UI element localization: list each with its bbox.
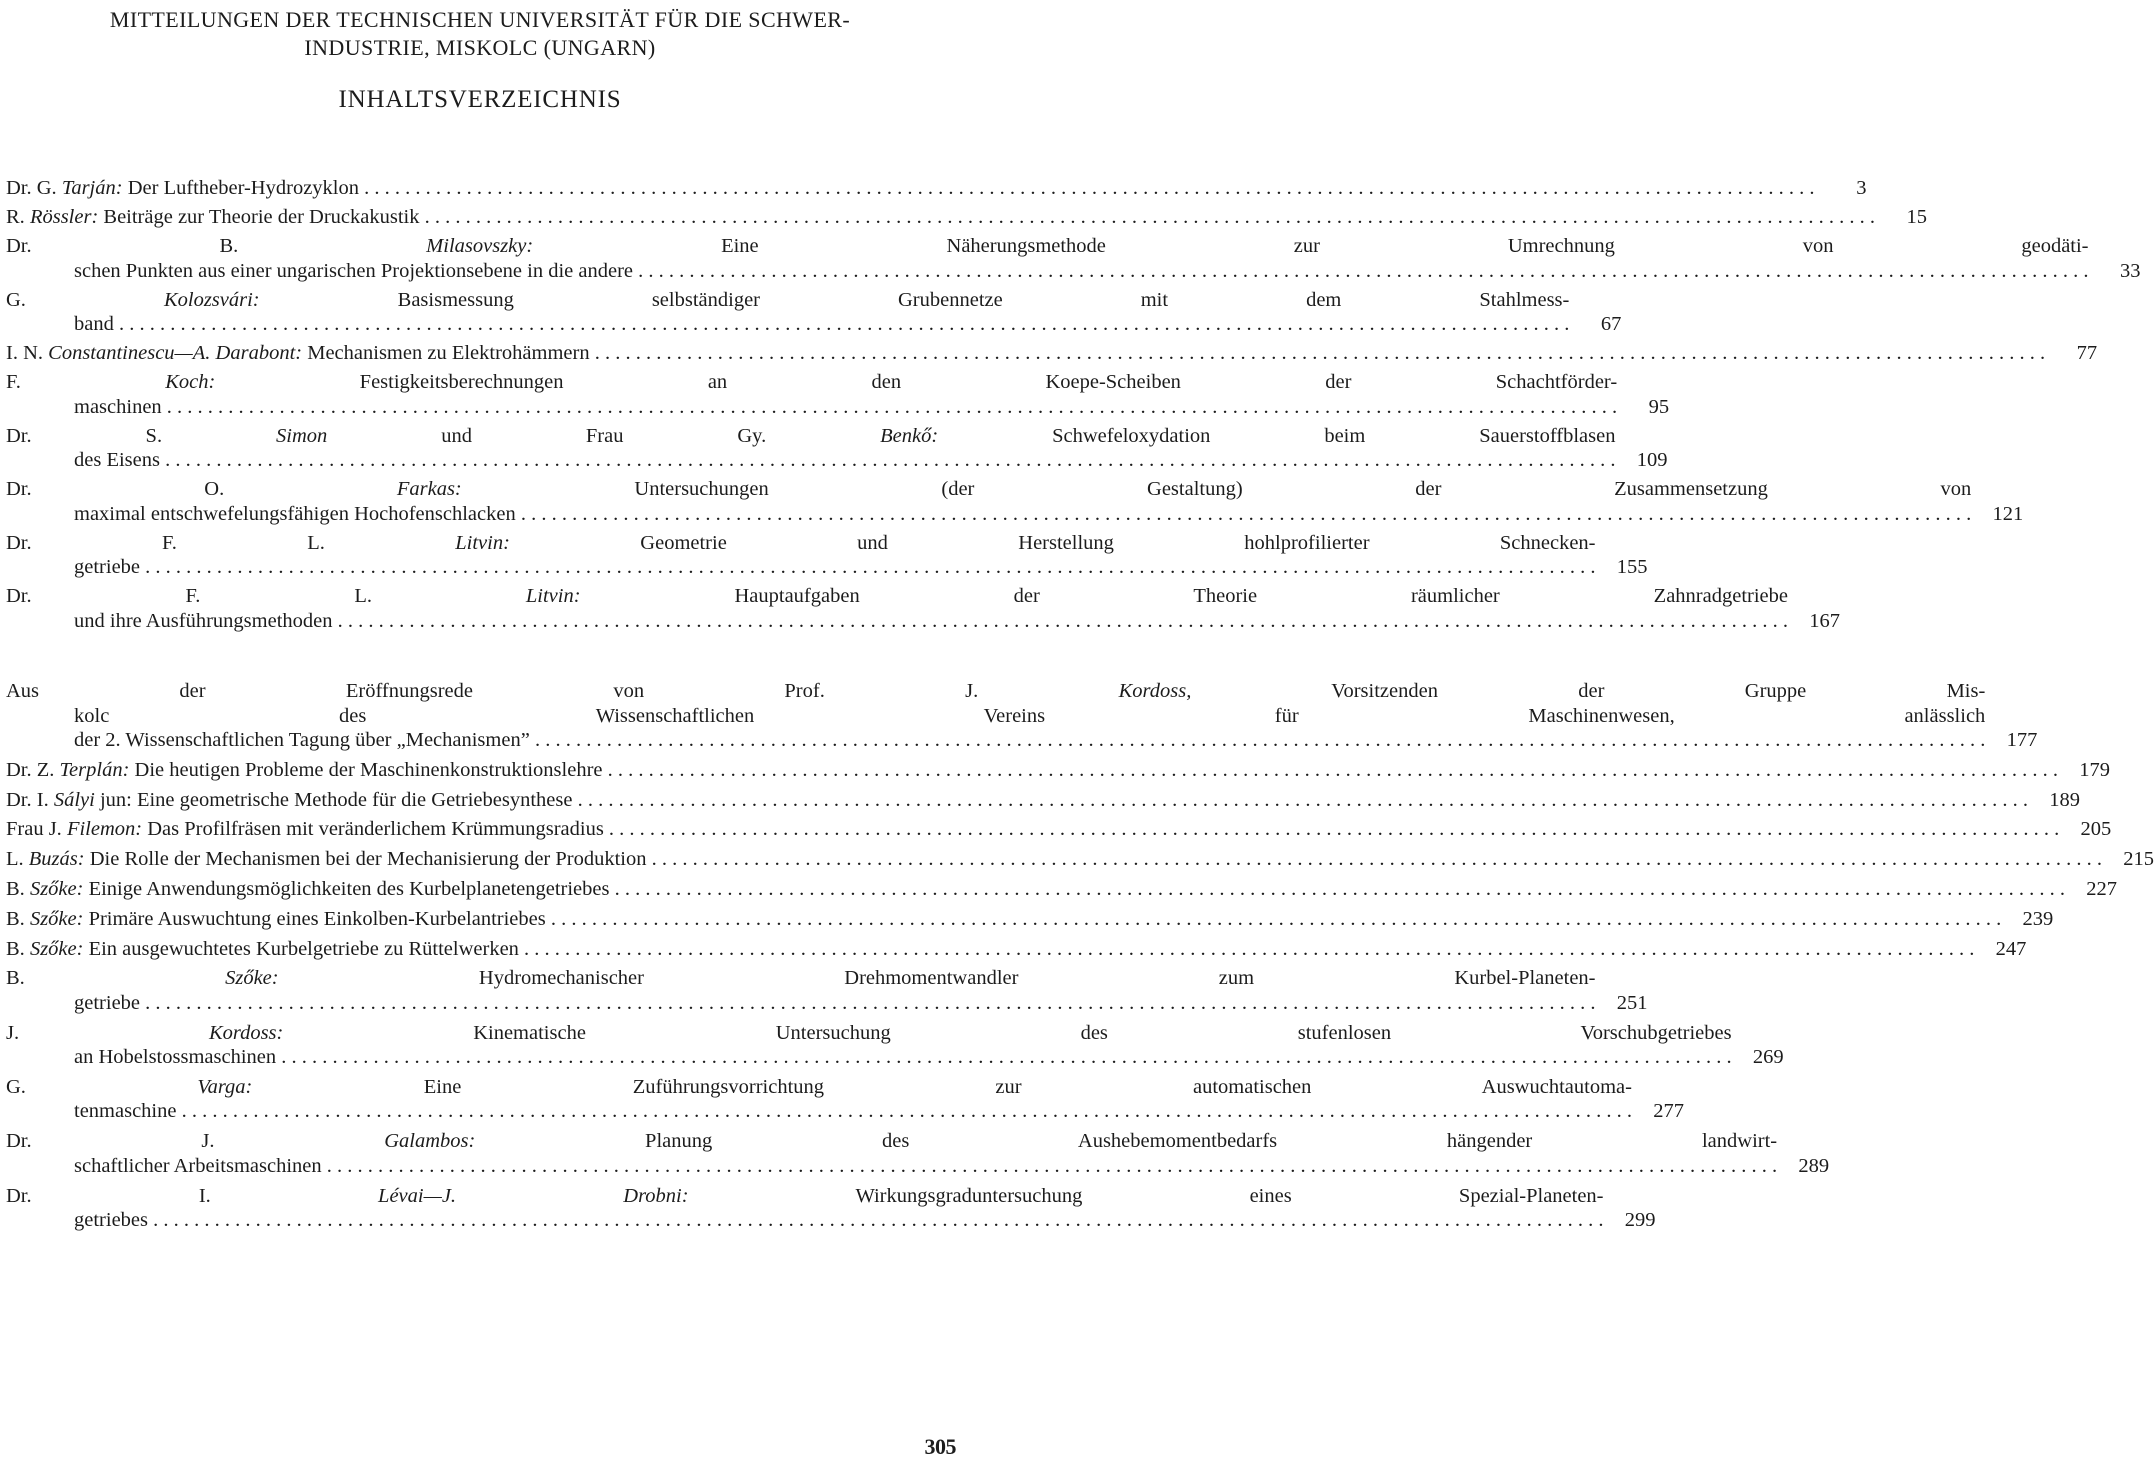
toc-entry-page: 247 bbox=[1995, 937, 2027, 960]
toc-entry-text bbox=[6, 531, 1596, 580]
toc-entry-prefix: Dr. O. bbox=[6, 478, 397, 500]
toc-entry-text bbox=[6, 370, 1618, 419]
toc-entry-title: des Eisens . . . bbox=[74, 449, 1615, 471]
toc-entry bbox=[6, 477, 2024, 526]
toc-entry-title: Basismessung selbständiger Grubennetze mit dem Stahlmess- bbox=[259, 288, 1570, 311]
toc-entry-page: 251 bbox=[1616, 991, 1648, 1014]
toc-entry bbox=[6, 1184, 1656, 1233]
toc-entry-prefix: Dr. Z. bbox=[6, 758, 60, 781]
toc-entry-author: Benkő: bbox=[880, 424, 939, 447]
toc-entry-text bbox=[6, 907, 2001, 932]
toc-entry-title: Untersuchungen (der Gestaltung) der Zusammensetzung von bbox=[461, 478, 1972, 500]
toc-entry-text bbox=[6, 937, 1974, 962]
toc-entry bbox=[6, 679, 2038, 753]
toc-entry-prefix: L. bbox=[6, 848, 29, 871]
toc-entry-title: Planung des Aushebemomentbedarfs hängender landwirt- bbox=[475, 1130, 1778, 1153]
toc-entry-page: 155 bbox=[1616, 556, 1648, 578]
toc-entry-title: maximal entschwefelungsfähigen Hochofenschlacken . . . bbox=[74, 503, 1971, 525]
toc-entry-text bbox=[6, 817, 2059, 842]
toc-entry-text bbox=[6, 341, 2045, 366]
toc-entry-page: 121 bbox=[1992, 502, 2024, 525]
toc-entry-author: Kolozsvári: bbox=[163, 288, 260, 311]
toc-entry-text bbox=[6, 1129, 1778, 1178]
toc-entry bbox=[6, 531, 1648, 580]
toc-entry-prefix: Dr. F. L. bbox=[6, 585, 526, 607]
toc-entry-author: Koch: bbox=[165, 371, 216, 393]
toc-entry-page: 227 bbox=[2086, 877, 2117, 900]
toc-entry bbox=[6, 966, 1648, 1015]
toc-entry-title: Kinematische Untersuchung des stufenlosen Vorschubgetriebes bbox=[283, 1021, 1732, 1044]
toc-entry-page: 189 bbox=[2049, 788, 2080, 811]
toc-entry-title: Die heutigen Probleme der Maschinenkonstruktionslehre bbox=[129, 758, 603, 781]
toc-entry-page: 177 bbox=[2006, 729, 2038, 751]
toc-entry-title: kolc des Wissenschaftlichen Vereins für Maschinenwesen, anlässlich bbox=[74, 704, 1986, 727]
toc-entry-page: 167 bbox=[1809, 609, 1840, 632]
toc-entry-page: 67 bbox=[1600, 313, 1622, 335]
toc-entry-author: Galambos: bbox=[384, 1130, 476, 1153]
toc-entry-page: 215 bbox=[2123, 848, 2154, 871]
toc-entry-prefix: B. bbox=[6, 907, 30, 930]
toc-entry-prefix: Dr. S. bbox=[6, 424, 277, 447]
toc-entry-author: Szőke: bbox=[225, 967, 279, 990]
toc-entry-author: Szőke: bbox=[29, 877, 84, 900]
toc-entry-page: 3 bbox=[1856, 177, 1867, 199]
toc-entry-prefix: G. bbox=[6, 1075, 198, 1098]
toc-entry-title: Geometrie und Herstellung hohlprofilierter Schnecken- bbox=[509, 531, 1596, 554]
toc-entry-title: Wirkungsgraduntersuchung eines Spezial-Planeten- bbox=[688, 1184, 1604, 1207]
journal-header-line-2: INDUSTRIE, MISKOLC (UNGARN) bbox=[304, 35, 656, 60]
toc-entry-page: 33 bbox=[2120, 259, 2141, 282]
toc-entry-author: Farkas: bbox=[396, 478, 462, 500]
toc-entry bbox=[6, 205, 1927, 230]
toc-entry-prefix: Frau J. bbox=[6, 818, 67, 841]
toc-entry-title: Das Profilfräsen mit veränderlichem Krümmungsradius bbox=[142, 818, 604, 841]
toc-entry-text bbox=[6, 205, 1875, 230]
toc-entry-prefix: I. N. bbox=[6, 342, 49, 364]
toc-entry-author: Rössler: bbox=[29, 206, 99, 228]
toc-entry-prefix: R. bbox=[6, 206, 30, 228]
toc-entry-author: Tarján: bbox=[61, 177, 123, 199]
toc-entry-prefix: J. bbox=[6, 1021, 209, 1044]
toc-entry bbox=[6, 788, 2080, 813]
toc-entry-text bbox=[6, 234, 2089, 283]
toc-entry-prefix: B. bbox=[6, 877, 30, 900]
toc-entry-author: Szőke: bbox=[29, 937, 84, 960]
toc-entry-author: Sályi bbox=[53, 788, 95, 811]
toc-entry bbox=[6, 817, 2112, 842]
toc-entry-title: der 2. Wissenschaftlichen Tagung über „Mechanismen” . . . bbox=[74, 729, 1985, 751]
toc-entry bbox=[6, 234, 2141, 283]
toc-entry-text bbox=[6, 877, 2065, 902]
toc-entry-page: 269 bbox=[1752, 1046, 1784, 1069]
toc-entry-title: Die Rolle der Mechanismen bei der Mechanisierung der Produktion bbox=[84, 848, 647, 871]
toc-entry bbox=[6, 1075, 1684, 1124]
toc-entry-title: Schwefeloxydation beim Sauerstoffblasen bbox=[938, 424, 1616, 447]
toc-entry-title: getriebe . . . bbox=[74, 992, 1596, 1014]
toc-entry-prefix: G. bbox=[6, 288, 164, 311]
toc-section-2 bbox=[6, 679, 2154, 1238]
toc-entry-title: tenmaschine . . . bbox=[74, 1100, 1632, 1122]
toc-entry-page: 299 bbox=[1624, 1209, 1656, 1232]
page-number: 305 bbox=[924, 1434, 956, 1459]
toc-entry-prefix: B. bbox=[6, 967, 226, 990]
toc-entry-title: jun: Eine geometrische Methode für die Getriebesynthese bbox=[94, 788, 573, 811]
toc-entry-page: 109 bbox=[1636, 449, 1668, 471]
toc-entry-author: Buzás: bbox=[28, 848, 85, 871]
toc-entry-title: Eine Näherungsmethode zur Umrechnung von geodäti- bbox=[533, 235, 2089, 257]
toc-entry bbox=[6, 176, 1867, 201]
toc-entry-author: Litvin: bbox=[525, 585, 581, 607]
toc-entry-author: Szőke: bbox=[29, 907, 84, 930]
toc-entry-title: Vorsitzenden der Gruppe Mis- bbox=[1191, 680, 1986, 702]
toc-entry-page: 239 bbox=[2022, 907, 2054, 930]
toc-entry-title: Primäre Auswuchtung eines Einkolben-Kurbelantriebes bbox=[83, 907, 546, 930]
toc-entry-text bbox=[6, 584, 1788, 633]
toc-entry-text bbox=[6, 424, 1616, 473]
toc-entry-text bbox=[6, 1075, 1632, 1124]
toc-entry-author: Filemon: bbox=[66, 818, 143, 841]
toc-entry-prefix: F. bbox=[6, 371, 166, 393]
toc-entry-title: Hauptaufgaben der Theorie räumlicher Zahnradgetriebe bbox=[580, 585, 1788, 607]
toc-entry bbox=[6, 288, 1622, 337]
toc-entry-text bbox=[6, 1184, 1604, 1233]
toc-entry-author: Litvin: bbox=[455, 531, 510, 554]
toc-entry-title: Mechanismen zu Elektrohämmern bbox=[302, 342, 590, 364]
toc-entry-title: getriebes . . . bbox=[74, 1209, 1604, 1231]
toc-entry-author: Simon bbox=[276, 424, 328, 447]
toc-entry-text bbox=[6, 288, 1570, 337]
toc-entry-prefix: Dr. B. bbox=[6, 235, 427, 257]
toc-entry bbox=[6, 937, 2027, 962]
toc-entry-page: 179 bbox=[2079, 758, 2110, 781]
toc-entry-title: schaftlicher Arbeitsmaschinen . . . bbox=[74, 1155, 1777, 1177]
toc-entry bbox=[6, 370, 1670, 419]
toc-entry-title: Der Luftheber-Hydrozyklon bbox=[122, 177, 359, 199]
toc-entry bbox=[6, 847, 2154, 872]
toc-entry-title: und Frau Gy. bbox=[327, 424, 881, 447]
toc-entry-title: an Hobelstossmaschinen . . . bbox=[74, 1046, 1732, 1068]
toc-entry-author: Constantinescu—A. Darabont: bbox=[48, 342, 303, 364]
toc-entry-page: 289 bbox=[1798, 1154, 1830, 1177]
toc-entry-title: Festigkeitsberechnungen an den Koepe-Scheiben der Schachtförder- bbox=[215, 371, 1618, 393]
toc-entry bbox=[6, 907, 2054, 932]
toc-entry-text bbox=[6, 788, 2028, 813]
toc-entry-author: Lévai—J. Drobni: bbox=[378, 1184, 689, 1207]
toc-section-1 bbox=[6, 176, 2141, 638]
journal-header-line-1: MITTEILUNGEN DER TECHNISCHEN UNIVERSITÄT FÜR DIE SCHWER- bbox=[109, 7, 851, 32]
toc-entry-text bbox=[6, 477, 1972, 526]
toc-entry-title: band . . . bbox=[74, 313, 1569, 335]
toc-entry-prefix: Dr. I. bbox=[6, 1184, 379, 1207]
toc-entry-prefix: Dr. G. bbox=[6, 177, 62, 199]
toc-entry-author: Kordoss, bbox=[1118, 680, 1192, 702]
toc-entry-title: Eine Zuführungsvorrichtung zur automatischen Auswuchtautoma- bbox=[252, 1075, 1632, 1098]
toc-entry-page: 77 bbox=[2076, 342, 2098, 364]
toc-entry-text bbox=[6, 679, 1986, 753]
toc-entry-prefix: Aus der Eröffnungsrede von Prof. J. bbox=[6, 680, 1119, 702]
toc-entry-text bbox=[6, 1021, 1732, 1070]
toc-entry-prefix: Dr. I. bbox=[6, 788, 54, 811]
toc-entry-title: schen Punkten aus einer ungarischen Projektionsebene in die andere . . . bbox=[74, 260, 2089, 282]
toc-entry-prefix: B. bbox=[6, 937, 30, 960]
page-title: INHALTSVERZEICHNIS bbox=[338, 86, 622, 113]
toc-entry-text bbox=[6, 176, 1814, 201]
toc-entry-author: Kordoss: bbox=[208, 1021, 284, 1044]
toc-entry bbox=[6, 584, 1840, 633]
toc-entry bbox=[6, 1129, 1830, 1178]
toc-entry-title: und ihre Ausführungsmethoden . . . bbox=[74, 610, 1788, 632]
toc-entry-title: maschinen . . . bbox=[74, 396, 1617, 418]
toc-entry-author: Milasovszky: bbox=[426, 235, 534, 257]
journal-header bbox=[40, 6, 920, 62]
toc-entry-author: Varga: bbox=[197, 1075, 253, 1098]
toc-entry-text bbox=[6, 758, 2058, 783]
toc-entry-title: Hydromechanischer Drehmomentwandler zum Kurbel-Planeten- bbox=[278, 967, 1596, 990]
toc-entry-title: Beiträge zur Theorie der Druckakustik bbox=[98, 206, 420, 228]
toc-entry-page: 277 bbox=[1653, 1100, 1684, 1123]
toc-entry bbox=[6, 424, 1668, 473]
toc-entry-prefix: Dr. J. bbox=[6, 1130, 385, 1153]
toc-entry bbox=[6, 1021, 1784, 1070]
toc-entry-page: 15 bbox=[1906, 206, 1927, 228]
toc-entry-page: 205 bbox=[2080, 818, 2112, 841]
toc-entry bbox=[6, 758, 2110, 783]
toc-entry-text bbox=[6, 966, 1596, 1015]
toc-entry-text bbox=[6, 847, 2102, 872]
toc-entry-prefix: Dr. F. L. bbox=[6, 531, 456, 554]
toc-entry bbox=[6, 877, 2117, 902]
toc-entry-title: Ein ausgewuchtetes Kurbelgetriebe zu Rüttelwerken bbox=[83, 937, 519, 960]
toc-entry-author: Terplán: bbox=[59, 758, 130, 781]
toc-entry-title: getriebe . . . bbox=[74, 556, 1596, 578]
toc-entry bbox=[6, 341, 2098, 366]
toc-entry-title: Einige Anwendungsmöglichkeiten des Kurbelplanetengetriebes bbox=[83, 877, 610, 900]
toc-entry-page: 95 bbox=[1648, 395, 1670, 418]
